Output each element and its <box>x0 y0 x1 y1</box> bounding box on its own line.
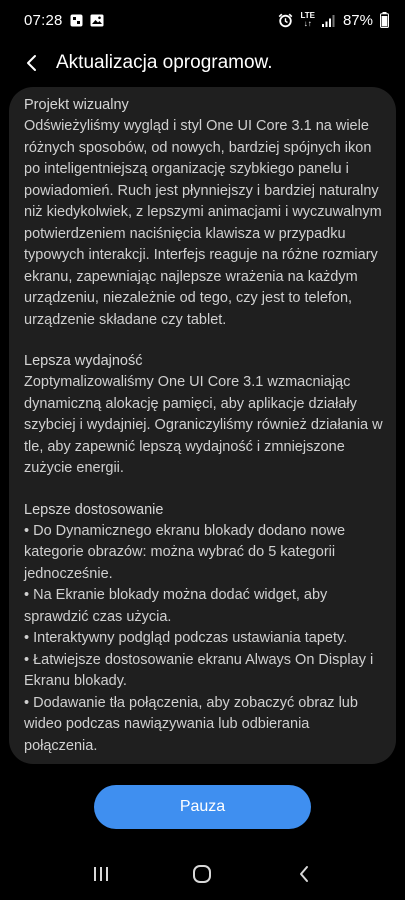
list-item: • Do Dynamicznego ekranu blokady dodano nowe kategorie obrazów: można wybrać do 5 kategorii jednocześnie. <box>24 522 346 582</box>
changelog-card[interactable] <box>9 87 396 764</box>
home-button[interactable] <box>177 852 227 896</box>
section-title: Lepsza wydajność <box>24 353 143 369</box>
section-title: Lepsze dostosowanie <box>24 501 164 518</box>
recent-apps-button[interactable] <box>76 852 126 896</box>
lte-label: LTE <box>300 11 315 20</box>
list-item: • Dodawanie tła połączenia, aby zobaczyć obraz lub wideo podczas nawiązywania lub odbierania połączenia. <box>24 694 358 754</box>
list-item: • Interaktywny podgląd podczas ustawiania tapety. <box>24 630 348 646</box>
recent-apps-icon <box>92 866 110 882</box>
status-bar <box>0 0 405 40</box>
back-icon <box>298 865 310 883</box>
battery-icon <box>380 12 389 28</box>
alarm-icon <box>278 13 293 28</box>
section-body: Zoptymalizowaliśmy One UI Core 3.1 wzmacniając dynamiczną alokację pamięci, aby aplikacje działały szybciej i wydajniej. Ograniczyliśmy również działania w tle, aby zapewnić lepszą wydajność i zmniejszone zużycie energii. <box>24 374 383 476</box>
section-body: Odświeżyliśmy wygląd i styl One UI Core 3.1 na wiele różnych sposobów, od nowych, bardziej spójnych ikon po inteligentniejszą organizację szybkiego panelu i powiadomień. Ruch jest płynniejszy i bardziej naturalny niż kiedykolwiek, z lepszymi animacjami i wyczuwalnym potwierdzeniem naciśnięcia klawisza w przypadku typowych interakcji. Interfejs reaguje na różne rozmiary ekranu, zapewniając najlepsze wrażenia na każdym urządzeniu, niezależnie od tego, czy jest to telefon, urządzenie składane czy tablet. <box>24 118 382 328</box>
battery-percent: 87% <box>342 11 373 29</box>
navigation-bar <box>0 848 405 900</box>
status-time: 07:28 <box>24 11 63 29</box>
section-performance <box>24 351 384 480</box>
section-title: Projekt wizualny <box>24 97 129 113</box>
page-title: Aktualizacja oprogramow. <box>56 52 273 73</box>
pause-button[interactable]: Pauza <box>94 785 311 829</box>
nav-back-button[interactable] <box>279 852 329 896</box>
status-right <box>278 12 389 29</box>
home-icon <box>192 864 212 884</box>
header <box>0 40 405 86</box>
list-item: • Łatwiejsze dostosowanie ekranu Always On Display i Ekranu blokady. <box>24 651 374 689</box>
back-button[interactable] <box>10 41 54 85</box>
section-visual-design <box>24 95 384 331</box>
status-left <box>24 12 104 29</box>
chevron-left-icon <box>25 54 39 72</box>
image-icon <box>90 14 104 27</box>
lte-icon <box>300 12 315 28</box>
list-item: • Na Ekranie blokady można dodać widget, aby sprawdzić czas użycia. <box>24 587 328 625</box>
signal-icon <box>322 14 336 27</box>
lte-arrows: ↓↑ <box>303 19 312 28</box>
section-customization <box>24 500 384 758</box>
tile-icon <box>70 14 83 27</box>
